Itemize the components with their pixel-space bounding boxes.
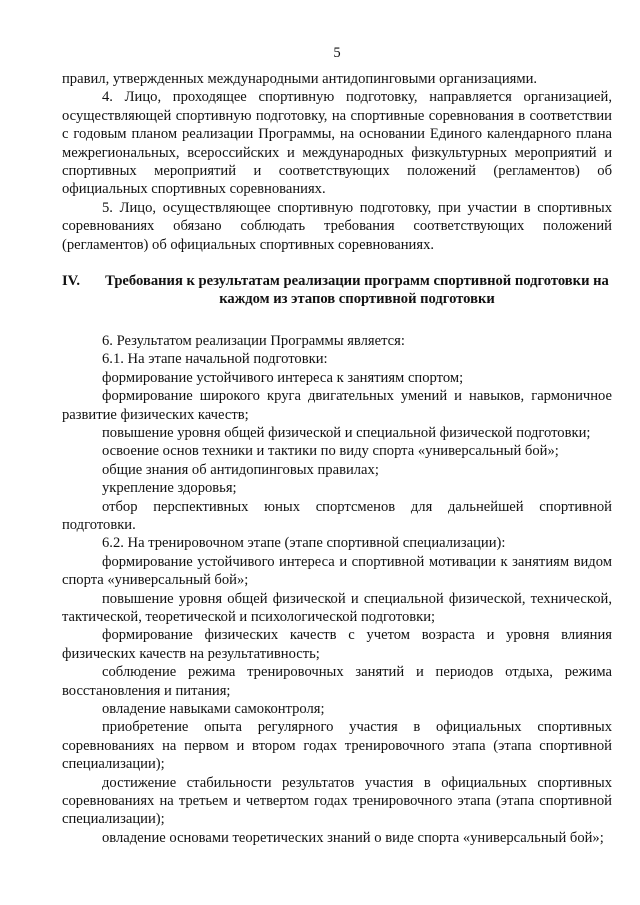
list-item: овладение основами теоретических знаний о виде спорта «универсальный бой»; <box>102 829 604 846</box>
paragraph: 4. Лицо, проходящее спортивную подготовку, направляется организацией, осуществляющей спортивную подготовку, на спортивные соревнования в соответствии с годовым планом реализации Программы, на основании Единого календарного плана межрегиональных, всероссийских и международных физкультурных мероприятий и спортивных мероприятий и соответствующих положений (регламентов) об официальных спортивных соревнованиях. <box>62 89 612 198</box>
list-item: повышение уровня общей физической и специальной физической подготовки; <box>102 424 591 441</box>
list-item: общие знания об антидопинговых правилах; <box>102 461 379 478</box>
list-item: 6. Результатом реализации Программы является: <box>102 332 405 349</box>
section-title: Требования к результатам реализации программ спортивной подготовки на каждом из этапов спортивной подготовки <box>105 273 609 308</box>
paragraph: правил, утвержденных международными антидопинговыми организациями. <box>62 71 538 87</box>
list-item: формирование широкого круга двигательных умений и навыков, гармоничное развитие физических качеств; <box>62 388 612 423</box>
list-item: освоение основ техники и тактики по виду спорта «универсальный бой»; <box>102 443 559 460</box>
section-number: IV. <box>62 273 80 290</box>
list-item: формирование устойчивого интереса к занятиям спортом; <box>102 369 464 386</box>
list-item: отбор перспективных юных спортсменов для дальнейшей спортивной подготовки. <box>62 498 612 533</box>
list-item: овладение навыками самоконтроля; <box>102 701 325 717</box>
list-item: приобретение опыта регулярного участия в официальных спортивных соревнованиях на первом и втором годах тренировочного этапа (этапа спортивной специализации); <box>62 719 612 773</box>
list-item: достижение стабильности результатов участия в официальных спортивных соревнованиях на третьем и четвертом годах тренировочного этапа (этапа спортивной специализации); <box>62 774 612 828</box>
paragraph: 5. Лицо, осуществляющее спортивную подготовку, при участии в спортивных соревнованиях обязано соблюдать требования соответствующих положений (регламентов) об официальных спортивных соревнованиях. <box>62 199 612 253</box>
list-item: формирование устойчивого интереса и спортивной мотивации к занятиям видом спорта «универсальный бой»; <box>62 553 612 589</box>
list-item: 6.2. На тренировочном этапе (этапе спортивной специализации): <box>102 535 506 552</box>
list-item: соблюдение режима тренировочных занятий и периодов отдыха, режима восстановления и питания; <box>62 664 612 699</box>
page-number: 5 <box>333 45 341 61</box>
section-heading <box>62 272 612 309</box>
list-item: формирование физических качеств с учетом возраста и уровня влияния физических качеств на результативность; <box>62 627 612 662</box>
requirements-list <box>62 332 612 847</box>
document-body <box>62 70 612 847</box>
list-item: укрепление здоровья; <box>102 480 237 497</box>
list-item: 6.1. На этапе начальной подготовки: <box>102 351 328 368</box>
list-item: повышение уровня общей физической и специальной физической, технической, тактической, теоретической и психологической подготовки; <box>62 590 612 625</box>
